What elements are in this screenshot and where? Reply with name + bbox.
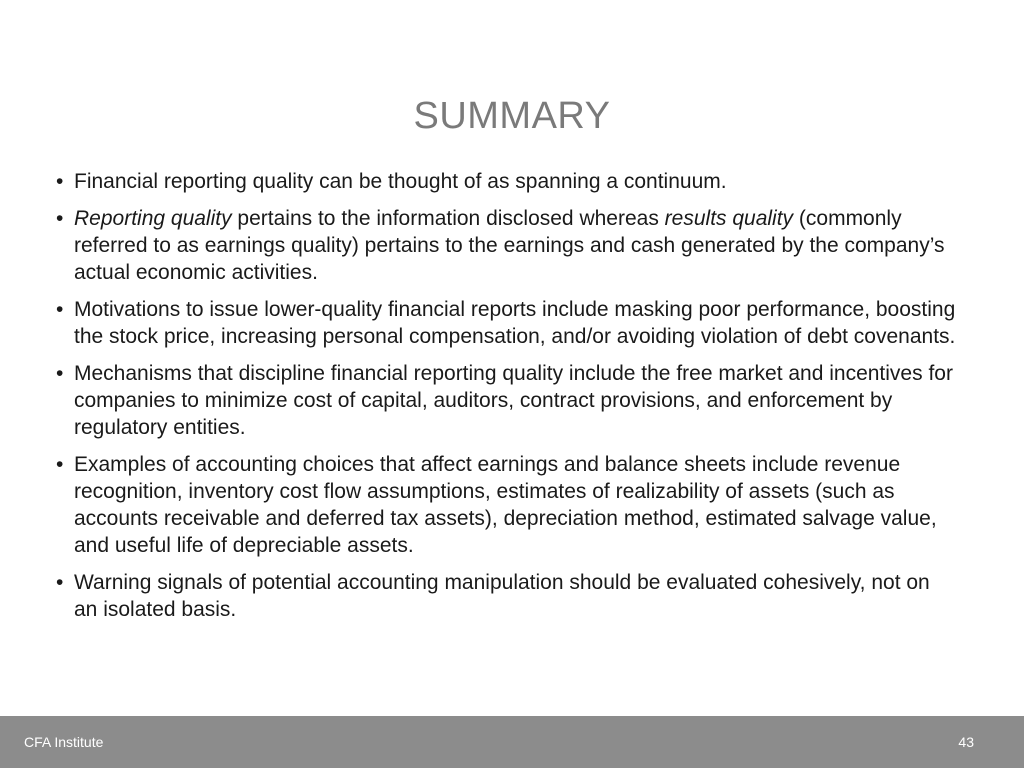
page-number: 43 bbox=[958, 734, 974, 750]
bullet-marker: • bbox=[56, 298, 64, 321]
slide-title: SUMMARY bbox=[413, 95, 611, 137]
bullet-list bbox=[56, 168, 956, 633]
bullet-marker: • bbox=[56, 362, 64, 385]
bullet-text: Mechanisms that discipline financial reporting quality include the free market and incentives for companies to minimize cost of capital, auditors, contract provisions, and enforcement by regulatory entities. bbox=[74, 362, 953, 439]
bullet-item bbox=[56, 296, 956, 350]
bullet-emphasis-results-quality: results quality bbox=[664, 207, 794, 230]
bullet-item bbox=[56, 360, 956, 441]
footer-bar bbox=[0, 716, 1024, 768]
bullet-marker: • bbox=[56, 207, 64, 230]
bullet-text: Warning signals of potential accounting manipulation should be evaluated cohesively, not on an isolated basis. bbox=[74, 571, 930, 621]
bullet-marker: • bbox=[56, 453, 64, 476]
bullet-emphasis-reporting-quality: Reporting quality bbox=[74, 207, 232, 230]
bullet-item bbox=[56, 205, 956, 286]
bullet-text: pertains to the information disclosed whereas bbox=[231, 207, 665, 230]
bullet-text: (commonly referred to as earnings quality) pertains to the earnings and cash generated by the company’s actual economic activities. bbox=[74, 207, 945, 284]
footer-organization: CFA Institute bbox=[24, 734, 104, 750]
bullet-text: Financial reporting quality can be thought of as spanning a continuum. bbox=[74, 170, 727, 193]
bullet-marker: • bbox=[56, 571, 64, 594]
bullet-text: Examples of accounting choices that affect earnings and balance sheets include revenue recognition, inventory cost flow assumptions, estimates of realizability of assets (such as accounts receivable and deferred tax assets), depreciation method, estimated salvage value, and useful life of depreciable assets. bbox=[74, 453, 937, 557]
bullet-item bbox=[56, 168, 956, 195]
bullet-marker: • bbox=[56, 170, 64, 193]
bullet-item bbox=[56, 451, 956, 559]
bullet-text: Motivations to issue lower-quality financial reports include masking poor performance, boosting the stock price, increasing personal compensation, and/or avoiding violation of debt covenants. bbox=[74, 298, 956, 348]
bullet-item bbox=[56, 569, 956, 623]
